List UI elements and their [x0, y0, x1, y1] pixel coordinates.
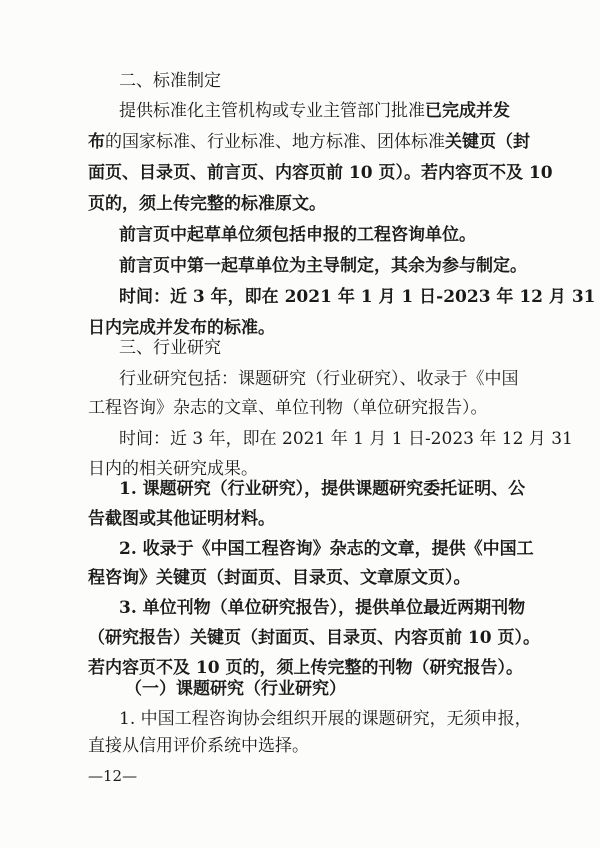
- research-paragraph-line: 工程咨询》杂志的文章、单位刊物（单位研究报告）。: [88, 398, 488, 418]
- page-number: —12—: [88, 767, 138, 785]
- topic-research-paragraph-line: 直接从信用评价系统中选择。: [88, 736, 309, 756]
- standards-paragraph-line: [119, 103, 510, 120]
- research-item-line: 3. 单位刊物（单位研究报告），提供单位最近两期刊物: [119, 598, 526, 618]
- subsection-heading-topic-research: （一）课题研究（行业研究）: [125, 679, 346, 699]
- standards-paragraph-line: [88, 196, 326, 213]
- standards-paragraph-line: 时间：近 3 年，即在 2021 年 1 月 1 日-2023 年 12 月 31: [119, 287, 596, 307]
- standards-paragraph-line: 前言页中起草单位须包括申报的工程咨询单位。: [119, 225, 476, 245]
- research-paragraph-line: 行业研究包括：课题研究（行业研究）、收录于《中国: [119, 369, 519, 389]
- standards-paragraph-line: [88, 165, 553, 182]
- standards-paragraph-line: 前言页中第一起草单位为主导制定，其余为参与制定。: [119, 256, 527, 276]
- research-paragraph-line: 日内的相关研究成果。: [88, 459, 258, 479]
- research-item-line: 告截图或其他证明材料。: [88, 509, 275, 529]
- section-heading-research: 三、行业研究: [119, 338, 221, 358]
- research-item-line: 若内容页不及 10 页的，须上传完整的刊物（研究报告）。: [88, 658, 523, 678]
- emphasis-text: 布: [88, 132, 105, 152]
- research-item-line: 2. 收录于《中国工程咨询》杂志的文章，提供《中国工: [119, 539, 534, 559]
- plain-text: 的国家标准、行业标准、地方标准、团体标准: [105, 132, 445, 152]
- research-paragraph-line: 时间：近 3 年，即在 2021 年 1 月 1 日-2023 年 12 月 31: [119, 429, 573, 449]
- topic-research-paragraph-line: 1. 中国工程咨询协会组织开展的课题研究，无须申报，: [119, 709, 532, 729]
- research-item-line: （研究报告）关键页（封面页、目录页、内容页前 10 页）。: [88, 628, 540, 648]
- research-item-line: 程咨询》关键页（封面页、目录页、文章原文页）。: [88, 568, 471, 588]
- research-item-line: 1. 课题研究（行业研究），提供课题研究委托证明、公: [119, 479, 526, 499]
- section-heading-standards: 二、标准制定: [119, 71, 221, 91]
- emphasis-text: 关键页（封: [445, 132, 530, 152]
- standards-paragraph-line: [88, 134, 530, 151]
- emphasis-text: 页的，须上传完整的标准原文。: [88, 194, 326, 214]
- plain-text: 提供标准化主管机构或专业主管部门批准: [119, 101, 425, 121]
- emphasis-text: 已完成并发: [425, 101, 510, 121]
- standards-paragraph-line: 日内完成并发布的标准。: [88, 318, 275, 338]
- emphasis-text: 面页、目录页、前言页、内容页前 10 页）。若内容页不及 10: [88, 163, 553, 183]
